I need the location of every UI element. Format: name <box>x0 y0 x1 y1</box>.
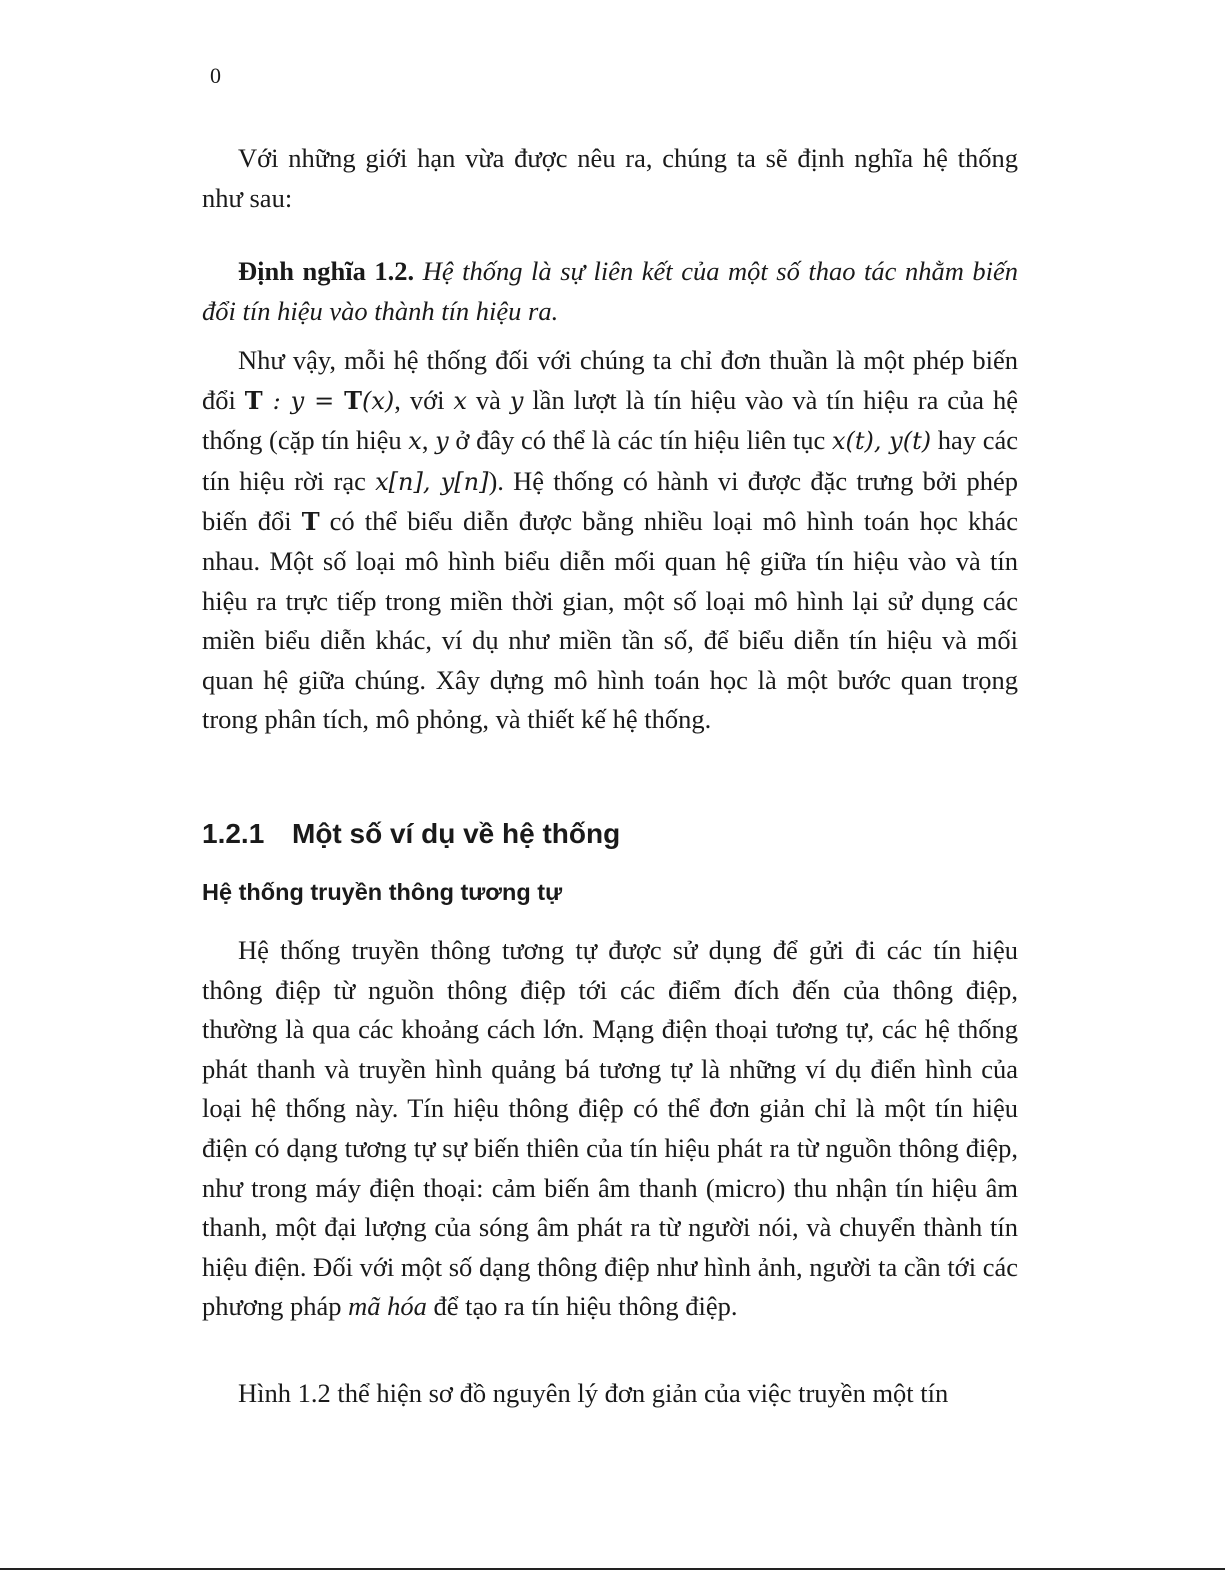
page-number: 0 <box>210 63 221 88</box>
section-number: 1.2.1 <box>202 818 265 849</box>
para1-text-e: ở đây có thể là các tín hiệu liên tục <box>448 425 832 456</box>
page-bottom-rule <box>0 1568 1225 1570</box>
paragraph-analog-communication <box>202 931 1018 1327</box>
paragraph-system-transform <box>202 341 1018 740</box>
var-y: y <box>290 386 305 415</box>
var-x: x <box>453 386 467 415</box>
operator-T: T <box>301 507 320 537</box>
subsection-heading: Hệ thống truyền thông tương tự <box>202 879 563 905</box>
section-title: Một số ví dụ về hệ thống <box>292 818 621 849</box>
operator-T: T <box>344 385 363 415</box>
math-colon: : <box>262 386 291 415</box>
section-heading <box>202 816 620 852</box>
para1-comma: , <box>421 425 436 456</box>
var-y: y <box>509 386 524 415</box>
para2-text-b: để tạo ra tín hiệu thông điệp. <box>426 1291 738 1322</box>
paragraph-figure-ref: Hình 1.2 thể hiện sơ đồ nguyên lý đơn giản của việc truyền một tín <box>238 1378 949 1408</box>
para1-text-c: và <box>466 384 510 415</box>
definition-body: Hệ thống là sự liên kết của một số thao tác nhằm biến đổi tín hiệu vào thành tín hiệu ra. <box>202 256 1019 326</box>
para1-text-a: Như vậy, mỗi hệ thống đối với chúng ta chỉ đơn thuần là một phép biến đổi <box>202 345 1018 415</box>
para1-text-h: có thể biểu diễn được bằng nhiều loại mô hình toán học khác nhau. Một số loại mô hình biểu diễn mối quan hệ giữa tín hiệu vào và tín hiệu ra trực tiếp trong miền thời gian, một số loại mô hình lại sử dụng các miền biểu diễn khác, ví dụ như miền tần số, để biểu diễn tín hiệu và mối quan hệ giữa chúng. Xây dựng mô hình toán học là một bước quan trọng trong phân tích, mô phỏng, và thiết kế hệ thống. <box>202 506 1018 735</box>
para1-text-d: lần lượt là tín hiệu vào và tín hiệu ra của hệ thống (cặp tín hiệu <box>202 384 1018 456</box>
para1-text-b: , với <box>394 384 454 415</box>
para1-text-f: hay các tín hiệu rời rạc <box>202 425 1019 496</box>
emphasis-encoding: mã hóa <box>348 1291 427 1322</box>
definition-label: Định nghĩa 1.2. <box>238 256 415 286</box>
continuous-signals: x(t), y(t) <box>831 427 932 456</box>
math-equals: = <box>304 386 345 415</box>
para1-text-g: ). Hệ thống có hành vi được đặc trưng bởi phép biến đổi <box>202 465 1019 537</box>
math-paren-x: (x) <box>362 386 395 415</box>
intro-paragraph: Với những giới hạn vừa được nêu ra, chúng ta sẽ định nghĩa hệ thống như sau: <box>202 143 1018 213</box>
operator-T: T <box>244 385 263 415</box>
var-x: x <box>408 427 422 456</box>
var-y: y <box>435 427 449 456</box>
para2-text-a: Hệ thống truyền thông tương tự được sử dụng để gửi đi các tín hiệu thông điệp từ nguồn thông điệp tới các điểm đích đến của thông điệp, thường là qua các khoảng cách lớn. Mạng điện thoại tương tự, các hệ thống phát thanh và truyền hình quảng bá tương tự là những ví dụ điển hình của loại hệ thống này. Tín hiệu thông điệp có thể đơn giản chỉ là một tín hiệu điện có dạng tương tự sự biến thiên của tín hiệu phát ra từ nguồn thông điệp, như trong máy điện thoại: cảm biến âm thanh (micro) thu nhận tín hiệu âm thanh, một đại lượng của sóng âm phát ra từ người nói, và chuyển thành tín hiệu điện. Đối với một số dạng thông điệp như hình ảnh, người ta cần tới các phương pháp <box>202 935 1018 1322</box>
discrete-signals: x[n], y[n] <box>375 467 489 496</box>
definition-block <box>202 252 1018 331</box>
